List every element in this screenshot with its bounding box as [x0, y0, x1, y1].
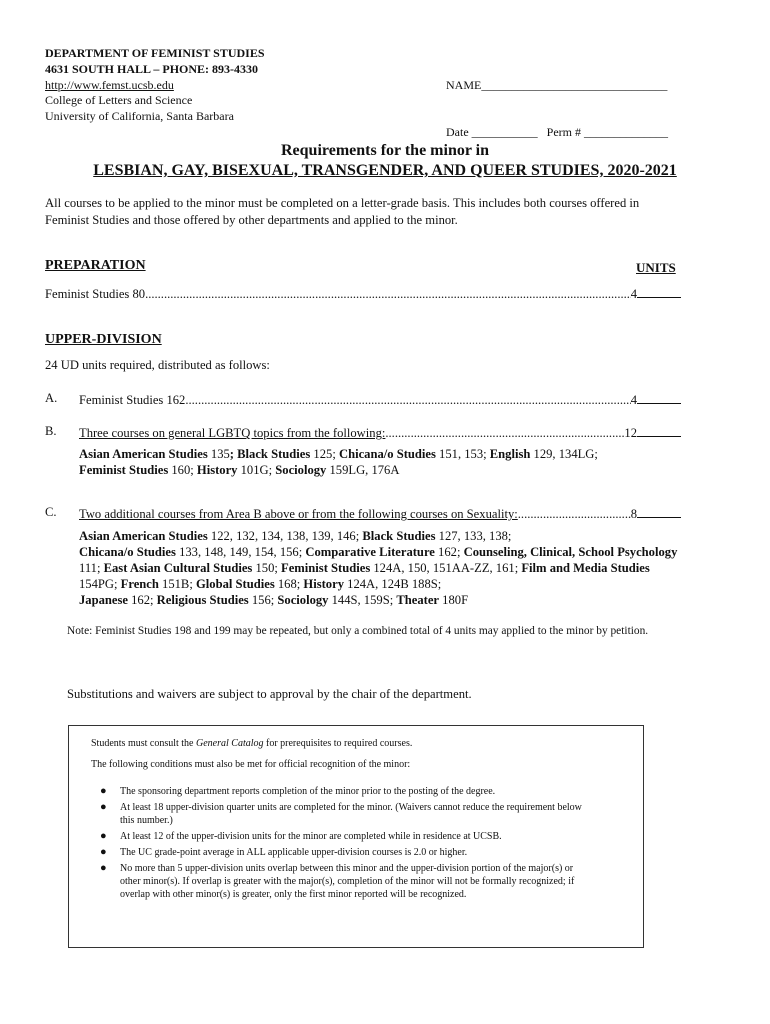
substitutions-statement: Substitutions and waivers are subject to approval by the chair of the department. — [67, 687, 472, 701]
leader-dots — [185, 393, 630, 408]
course-dept: Japanese — [79, 593, 128, 607]
course-dept: Chicana/o Studies — [79, 545, 176, 559]
item-c-text: Two additional courses from Area B above or from the following courses on Sexuality: — [79, 507, 518, 521]
course-dept: Feminist Studies — [281, 561, 371, 575]
upper-division-heading: UPPER-DIVISION — [45, 332, 162, 347]
item-b-course-list — [79, 446, 669, 478]
leader-dots — [518, 507, 631, 522]
course-nums: 133, 148, 149, 154, 156; — [175, 545, 306, 559]
repeat-note: Note: Feminist Studies 198 and 199 may be repeated, but only a combined total of 4 units may applied to the minor by petition. — [67, 625, 649, 637]
list-item — [91, 785, 591, 798]
item-c-row — [79, 505, 681, 522]
list-item — [91, 862, 591, 901]
course-nums: 101G; — [237, 463, 276, 477]
course-nums: 151, 153; — [435, 447, 490, 461]
course-dept: Film and Media Studies — [521, 561, 650, 575]
student-info-fields — [446, 46, 668, 157]
name-field[interactable]: NAME_______________________________ — [446, 77, 668, 92]
consult-text: Students must consult the — [91, 738, 196, 749]
title-line-1: Requirements for the minor in — [281, 142, 489, 159]
bullet-icon: ● — [100, 785, 107, 797]
units-heading: UNITS — [636, 260, 676, 275]
course-nums: 151B; — [158, 577, 196, 591]
department-header — [45, 46, 265, 125]
course-nums: 168; — [274, 577, 304, 591]
list-item — [91, 801, 591, 827]
item-b-label: B. — [45, 424, 57, 438]
course-dept: French — [120, 577, 159, 591]
bullet-icon: ● — [100, 830, 107, 842]
catalog-consult-line — [91, 737, 412, 750]
college-name: College of Letters and Science — [45, 93, 193, 108]
conditions-box — [68, 725, 644, 948]
course-nums: 156; — [248, 593, 278, 607]
preparation-units: 4 — [630, 287, 637, 301]
course-dept: Feminist Studies — [79, 463, 169, 477]
units-blank[interactable] — [637, 505, 681, 518]
title-line-2: LESBIAN, GAY, BISEXUAL, TRANSGENDER, AND QUEER STUDIES, 2020-2021 — [93, 162, 677, 179]
course-dept: Black Studies — [362, 529, 436, 543]
course-nums: 159LG, 176A — [326, 463, 400, 477]
item-a-units: 4 — [630, 393, 637, 407]
department-address: 4631 SOUTH HALL – PHONE: 893-4330 — [45, 61, 259, 76]
course-dept: Sociology — [277, 593, 329, 607]
course-nums: 162; — [434, 545, 464, 559]
general-catalog-title: General Catalog — [196, 738, 264, 749]
course-dept: Chicana/o Studies — [338, 447, 436, 461]
item-c-units: 8 — [630, 507, 637, 521]
list-item — [91, 846, 591, 859]
preparation-heading: PREPARATION — [45, 258, 146, 273]
course-dept: History — [303, 577, 344, 591]
course-dept: Global Studies — [195, 577, 275, 591]
course-dept: Asian American Studies — [79, 447, 208, 461]
item-a-text: Feminist Studies 162 — [79, 393, 186, 407]
course-dept: Religious Studies — [156, 593, 249, 607]
units-blank[interactable] — [637, 285, 681, 298]
item-c-label: C. — [45, 505, 57, 519]
leader-dots — [145, 287, 631, 302]
condition-text: At least 18 upper-division quarter units are completed for the minor. (Waivers cannot reduce the requirement below this number.) — [120, 802, 582, 826]
course-dept: History — [196, 463, 238, 477]
upper-division-subtitle: 24 UD units required, distributed as follows: — [45, 358, 270, 372]
condition-text: At least 12 of the upper-division units for the minor are completed while in residence at UCSB. — [120, 831, 502, 842]
course-dept: English — [489, 447, 531, 461]
date-perm-field[interactable]: Date ___________ Perm # ______________ — [446, 124, 668, 139]
bullet-icon: ● — [100, 801, 107, 813]
course-dept: ; Black Studies — [229, 447, 311, 461]
course-nums: 180F — [439, 593, 469, 607]
course-nums: 124A, 124B 188S; — [344, 577, 442, 591]
item-b-text: Three courses on general LGBTQ topics from the following: — [79, 426, 386, 440]
item-a-row — [79, 391, 681, 408]
bullet-icon: ● — [100, 846, 107, 858]
course-nums: 144S, 159S; — [328, 593, 397, 607]
item-a-label: A. — [45, 391, 58, 405]
intro-paragraph: All courses to be applied to the minor must be completed on a letter-grade basis. This includes both courses offered in Feminist Studies and those offered by other departments and applied to the minor. — [45, 196, 640, 227]
course-nums: 160; — [168, 463, 197, 477]
course-dept: Sociology — [275, 463, 327, 477]
course-nums: 127, 133, 138; — [435, 529, 512, 543]
conditions-list — [91, 785, 591, 904]
course-nums: 129, 134LG; — [530, 447, 598, 461]
item-b-units: 12 — [624, 426, 637, 440]
consult-text: for prerequisites to required courses. — [263, 738, 413, 749]
item-b-row — [79, 424, 681, 441]
course-nums: 111; — [79, 561, 104, 575]
preparation-item: Feminist Studies 80 — [45, 287, 146, 301]
course-nums: 150; — [252, 561, 282, 575]
course-dept: Theater — [396, 593, 440, 607]
university-name: University of California, Santa Barbara — [45, 109, 234, 124]
course-dept: East Asian Cultural Studies — [103, 561, 253, 575]
course-nums: 124A, 150, 151AA-ZZ, 161; — [370, 561, 522, 575]
course-nums: 135 — [207, 447, 230, 461]
leader-dots — [385, 426, 624, 441]
condition-text: The UC grade-point average in ALL applicable upper-division courses is 2.0 or higher. — [120, 847, 468, 858]
list-item — [91, 830, 591, 843]
conditions-intro: The following conditions must also be met for official recognition of the minor: — [91, 759, 411, 770]
preparation-row — [45, 285, 681, 302]
department-website-link[interactable]: http://www.femst.ucsb.edu — [45, 77, 174, 92]
department-name: DEPARTMENT OF FEMINIST STUDIES — [45, 46, 265, 60]
units-blank[interactable] — [637, 424, 681, 437]
course-nums: 154PG; — [79, 577, 121, 591]
course-dept: Counseling, Clinical, School Psychology — [463, 545, 678, 559]
course-nums: 162; — [127, 593, 157, 607]
course-nums: 122, 132, 134, 138, 139, 146; — [207, 529, 363, 543]
course-dept: Comparative Literature — [305, 545, 435, 559]
condition-text: The sponsoring department reports completion of the minor prior to the posting of the degree. — [120, 786, 496, 797]
course-nums: 125; — [310, 447, 339, 461]
bullet-icon: ● — [100, 862, 107, 874]
course-dept: Asian American Studies — [79, 529, 208, 543]
condition-text: No more than 5 upper-division units overlap between this minor and the upper-division portion of the major(s) or other minor(s). If overlap is greater with the major(s), completion of the minor will not be formally recognized; if overlap with other minor(s) is greater, only the first minor reported will be recognized. — [120, 863, 575, 900]
item-c-course-list — [79, 528, 679, 608]
units-blank[interactable] — [637, 391, 681, 404]
